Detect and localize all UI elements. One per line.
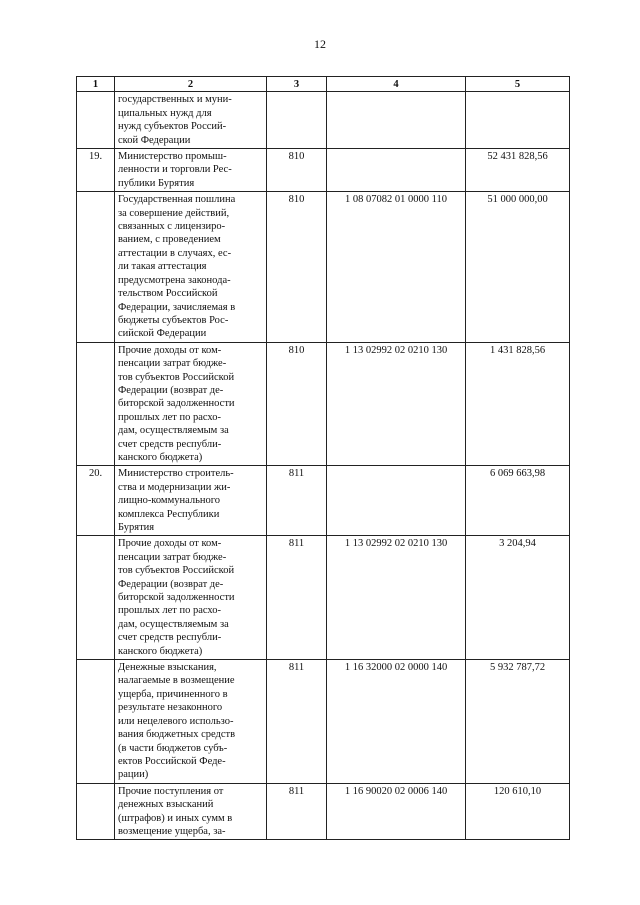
- row-number: [77, 92, 115, 149]
- table-row: [77, 536, 570, 660]
- description-line: сийской Федерации: [118, 328, 207, 340]
- row-description: [115, 466, 267, 536]
- description-line: Бурятия: [118, 522, 155, 533]
- description-line: канского бюджета): [118, 645, 203, 657]
- row-description: [115, 149, 267, 192]
- table-row: [77, 342, 570, 466]
- admin-code: 811: [267, 536, 327, 660]
- row-description: [115, 192, 267, 342]
- row-number: 19.: [77, 149, 115, 192]
- amount: 3 204,94: [466, 536, 570, 660]
- row-description: [115, 92, 267, 149]
- description-line: Прочие поступления от: [118, 785, 224, 797]
- table-body: [77, 92, 570, 840]
- budget-classification-code: [327, 466, 466, 536]
- row-number: [77, 192, 115, 342]
- description-line: (штрафов) и иных сумм в: [118, 812, 233, 824]
- table-row: [77, 466, 570, 536]
- description-line: прошлых лет по расхо-: [118, 411, 222, 423]
- description-line: связанных с лицензиро-: [118, 221, 226, 233]
- row-description: [115, 536, 267, 660]
- description-line: рации): [118, 769, 149, 781]
- amount: [466, 92, 570, 149]
- amount: 120 610,10: [466, 783, 570, 840]
- row-number: [77, 536, 115, 660]
- description-line: канского бюджета): [118, 451, 203, 463]
- amount: 51 000 000,00: [466, 192, 570, 342]
- column-header: 2: [115, 77, 267, 92]
- description-line: за совершение действий,: [118, 207, 230, 219]
- description-line: Прочие доходы от ком-: [118, 538, 222, 550]
- description-line: Федерации (возврат де-: [118, 578, 224, 590]
- description-line: предусмотрена законода-: [118, 274, 231, 286]
- column-header: 3: [267, 77, 327, 92]
- budget-classification-code: 1 08 07082 01 0000 110: [327, 192, 466, 342]
- column-header: 1: [77, 77, 115, 92]
- description-line: Министерство строитель-: [118, 468, 234, 480]
- description-line: государственных и муни-: [118, 94, 232, 106]
- description-line: денежных взысканий: [118, 799, 214, 811]
- budget-classification-code: 1 16 32000 02 0000 140: [327, 660, 466, 784]
- description-line: биторской задолженности: [118, 398, 235, 410]
- description-line: ципальных нужд для: [118, 107, 212, 119]
- row-number: 20.: [77, 466, 115, 536]
- description-line: тов субъектов Российской: [118, 565, 235, 577]
- description-line: комплекса Республики: [118, 508, 220, 520]
- description-line: возмещение ущерба, за-: [118, 825, 226, 837]
- description-line: ванием, с проведением: [118, 234, 221, 246]
- description-line: или нецелевого использо-: [118, 715, 234, 727]
- description-line: бюджеты субъектов Рос-: [118, 314, 229, 326]
- admin-code: 811: [267, 783, 327, 840]
- description-line: пенсации затрат бюдже-: [118, 551, 227, 563]
- description-line: биторской задолженности: [118, 592, 235, 604]
- description-line: счет средств республи-: [118, 632, 222, 644]
- description-line: тельством Российской: [118, 288, 218, 300]
- amount: 6 069 663,98: [466, 466, 570, 536]
- description-line: ленности и торговли Рес-: [118, 164, 232, 176]
- row-number: [77, 342, 115, 466]
- budget-classification-code: [327, 92, 466, 149]
- description-line: Министерство промыш-: [118, 151, 227, 163]
- description-line: публики Бурятия: [118, 177, 195, 189]
- amount: 52 431 828,56: [466, 149, 570, 192]
- description-line: дам, осуществляемым за: [118, 618, 229, 630]
- admin-code: [267, 92, 327, 149]
- table-row: [77, 149, 570, 192]
- budget-classification-code: 1 13 02992 02 0210 130: [327, 342, 466, 466]
- description-line: (в части бюджетов субъ-: [118, 742, 228, 754]
- description-line: аттестации в случаях, ес-: [118, 247, 232, 259]
- description-line: ущерба, причиненного в: [118, 688, 228, 700]
- admin-code: 811: [267, 466, 327, 536]
- budget-classification-code: 1 16 90020 02 0006 140: [327, 783, 466, 840]
- row-description: [115, 783, 267, 840]
- table-row: [77, 783, 570, 840]
- description-line: пенсации затрат бюдже-: [118, 358, 227, 370]
- amount: 5 932 787,72: [466, 660, 570, 784]
- description-line: результате незаконного: [118, 702, 223, 714]
- admin-code: 810: [267, 149, 327, 192]
- table-row: [77, 92, 570, 149]
- description-line: Денежные взыскания,: [118, 662, 217, 674]
- description-line: ектов Российской Феде-: [118, 755, 226, 767]
- description-line: вания бюджетных средств: [118, 729, 236, 741]
- description-line: налагаемые в возмещение: [118, 675, 235, 687]
- description-line: Федерации (возврат де-: [118, 384, 224, 396]
- row-number: [77, 783, 115, 840]
- description-line: лищно-коммунального: [118, 495, 221, 507]
- row-description: [115, 660, 267, 784]
- page-number: 12: [314, 37, 326, 51]
- admin-code: 810: [267, 192, 327, 342]
- description-line: нужд субъектов Россий-: [118, 121, 227, 133]
- description-line: ли такая аттестация: [118, 261, 207, 273]
- column-header: 4: [327, 77, 466, 92]
- table-row: [77, 660, 570, 784]
- description-line: тов субъектов Российской: [118, 371, 235, 383]
- column-header: 5: [466, 77, 570, 92]
- description-line: счет средств республи-: [118, 438, 222, 450]
- admin-code: 810: [267, 342, 327, 466]
- description-line: Федерации, зачисляемая в: [118, 301, 236, 313]
- description-line: Прочие доходы от ком-: [118, 344, 222, 356]
- amount: 1 431 828,56: [466, 342, 570, 466]
- table-header-row: [77, 77, 570, 92]
- budget-classification-code: [327, 149, 466, 192]
- admin-code: 811: [267, 660, 327, 784]
- description-line: дам, осуществляемым за: [118, 425, 229, 437]
- description-line: прошлых лет по расхо-: [118, 605, 222, 617]
- description-line: Государственная пошлина: [118, 194, 236, 206]
- budget-classification-code: 1 13 02992 02 0210 130: [327, 536, 466, 660]
- description-line: ской Федерации: [118, 134, 191, 146]
- row-description: [115, 342, 267, 466]
- budget-table: [76, 76, 570, 840]
- row-number: [77, 660, 115, 784]
- description-line: ства и модернизации жи-: [118, 481, 231, 493]
- table-row: [77, 192, 570, 342]
